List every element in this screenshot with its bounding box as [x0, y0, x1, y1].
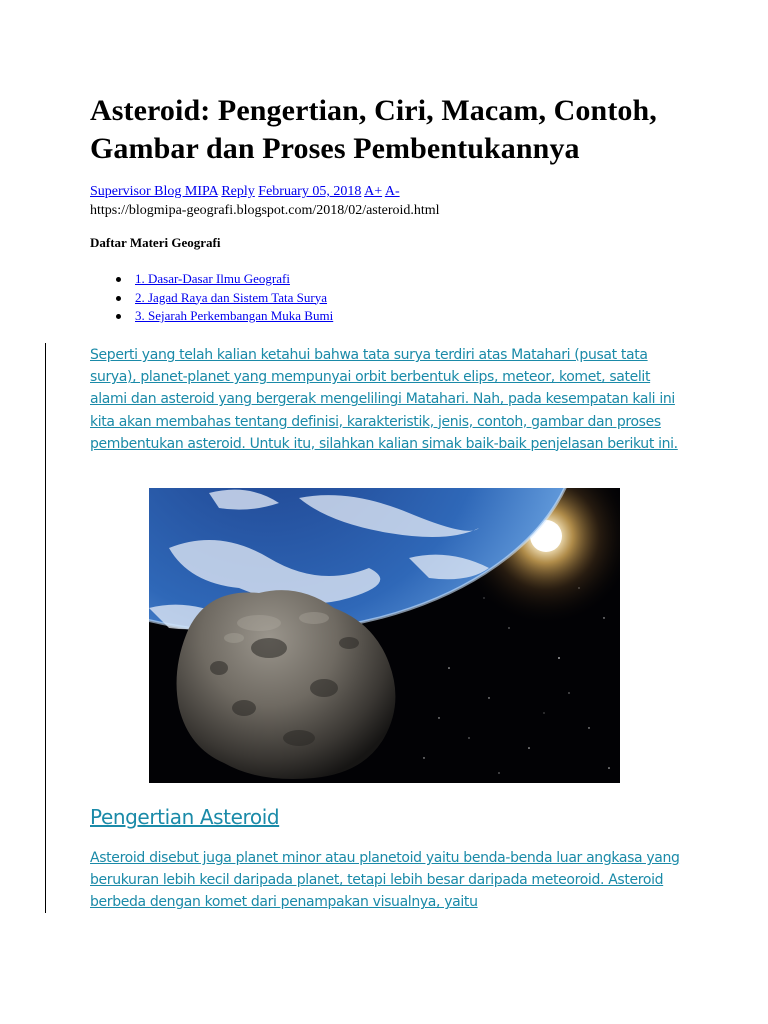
date-link[interactable]: February 05, 2018: [258, 184, 362, 199]
author-link[interactable]: Supervisor Blog MIPA: [90, 184, 218, 199]
asteroid-earth-sun-image: [149, 488, 620, 783]
section-heading[interactable]: Pengertian Asteroid: [90, 805, 280, 829]
toc-link-dasar-dasar[interactable]: 1. Dasar-Dasar Ilmu Geografi: [135, 271, 290, 286]
toc-item: [116, 289, 333, 308]
font-increase-link[interactable]: A+: [364, 184, 383, 199]
asteroid-illustration-icon: [149, 488, 620, 783]
section-paragraph[interactable]: Asteroid disebut juga planet minor atau planetoid yaitu benda-benda luar angkasa yang berukuran lebih kecil daripada planet, tetapi lebih besar daripada meteoroid. Asteroid berbeda dengan komet dari penampakan visualnya, yaitu: [90, 850, 680, 911]
post-meta: [90, 182, 730, 220]
toc-item: [116, 307, 333, 326]
article-title: Asteroid: Pengertian, Ciri, Macam, Contoh, Gambar dan Proses Pembentukannya: [90, 94, 657, 165]
toc-item: [116, 270, 333, 289]
reply-link[interactable]: Reply: [221, 184, 255, 199]
toc-link-jagad-raya[interactable]: 2. Jagad Raya dan Sistem Tata Surya: [135, 289, 328, 305]
toc-list: [116, 270, 333, 326]
margin-rule: [45, 343, 46, 913]
source-url: https://blogmipa-geografi.blogspot.com/2018/02/asteroid.html: [90, 203, 440, 218]
toc-link-sejarah[interactable]: 3. Sejarah Perkembangan Muka Bumi: [135, 308, 334, 323]
intro-paragraph[interactable]: Seperti yang telah kalian ketahui bahwa tata surya terdiri atas Matahari (pusat tata surya), planet-planet yang mempunyai orbit berbentuk elips, meteor, komet, satelit alami dan asteroid yang bergerak mengelilingi Matahari. Nah, pada kesempatan kali ini kita akan membahas tentang definisi, karakteristik, jenis, contoh, gambar dan proses pembentukan asteroid. Untuk itu, silahkan kalian simak baik-baik penjelasan berikut ini.: [90, 347, 678, 452]
font-decrease-link[interactable]: A-: [384, 184, 400, 199]
toc-heading: Daftar Materi Geografi: [90, 235, 221, 250]
